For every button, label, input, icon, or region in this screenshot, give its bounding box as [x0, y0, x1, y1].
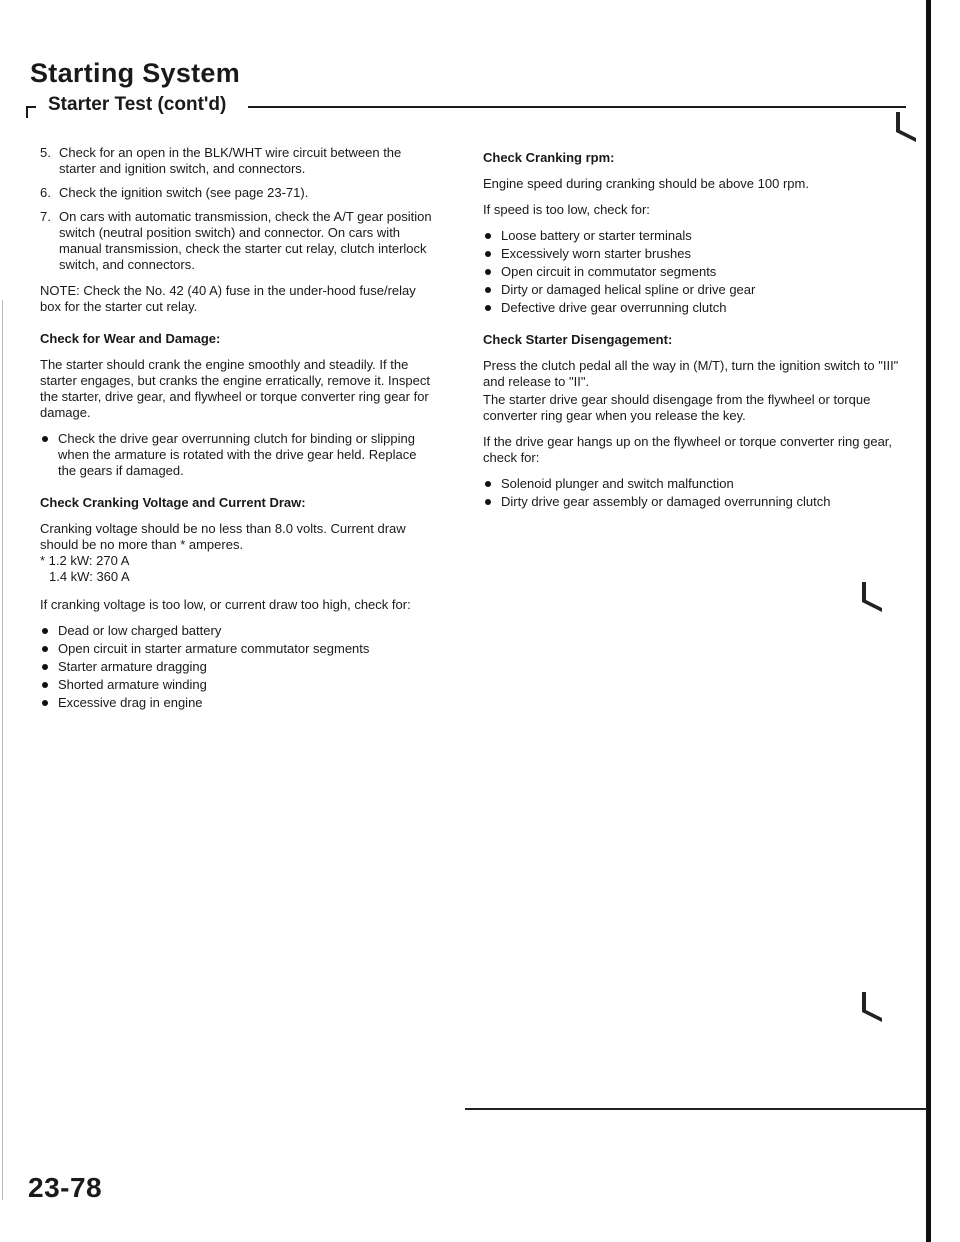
list-item-text: Dead or low charged battery: [58, 623, 222, 638]
spec-line: * 1.2 kW: 270 A: [40, 553, 130, 568]
section-header: [26, 94, 936, 120]
list-item: [483, 282, 905, 298]
section-header-hook-vertical: [26, 106, 28, 118]
bullet-icon: [485, 305, 491, 311]
list-item: [40, 623, 432, 639]
list-item: [483, 246, 905, 262]
page-frame-right-rule: [926, 0, 931, 1242]
list-item: [40, 641, 432, 657]
list-item: [483, 264, 905, 280]
bullet-icon: [485, 287, 491, 293]
list-item: [483, 228, 905, 244]
list-item-text: Excessively worn starter brushes: [501, 246, 692, 261]
list-item-text: Shorted armature winding: [58, 677, 207, 692]
list-item-text: Defective drive gear overrunning clutch: [501, 300, 727, 315]
list-item: [40, 659, 432, 675]
low-voltage-paragraph: If cranking voltage is too low, or current draw too high, check for:: [40, 597, 411, 612]
bullet-icon: [485, 251, 491, 257]
bullet-icon: [42, 700, 48, 706]
step-number: 7.: [40, 209, 51, 224]
page-edge-line: [2, 300, 3, 1200]
list-item-text: Dirty or damaged helical spline or drive gear: [501, 282, 756, 297]
list-item-text: Dirty drive gear assembly or damaged overrunning clutch: [501, 494, 831, 509]
bullet-icon: [485, 481, 491, 487]
page-number: 23-78: [28, 1172, 103, 1203]
step-number: 6.: [40, 185, 51, 200]
list-item: [483, 494, 905, 510]
list-item: [40, 431, 432, 479]
section-title-rule: [248, 106, 906, 108]
bullet-icon: [485, 499, 491, 505]
step-item: [40, 145, 432, 177]
bullet-icon: [42, 628, 48, 634]
tab-marker-icon: [860, 580, 884, 614]
list-item-text: Solenoid plunger and switch malfunction: [501, 476, 734, 491]
right-column: [483, 150, 905, 522]
disengagement-heading: Check Starter Disengagement:: [483, 332, 673, 347]
page-title: Starting System: [30, 58, 241, 88]
bullet-icon: [42, 682, 48, 688]
voltage-spec: [40, 521, 432, 585]
list-item-text: Loose battery or starter terminals: [501, 228, 692, 243]
list-item: [483, 300, 905, 316]
list-item: [483, 476, 905, 492]
bullet-icon: [485, 233, 491, 239]
section-title: Starter Test (cont'd): [48, 94, 227, 115]
disengagement-paragraph: Press the clutch pedal all the way in (M/T), turn the ignition switch to "III" and release to "II".: [483, 358, 899, 389]
step-item: [40, 209, 432, 273]
bullet-icon: [42, 664, 48, 670]
list-item-text: Open circuit in starter armature commutator segments: [58, 641, 370, 656]
step-number: 5.: [40, 145, 51, 160]
section-header-hook: [26, 106, 36, 108]
tab-marker-icon: [860, 990, 884, 1024]
step-text: Check the ignition switch (see page 23-71).: [59, 185, 309, 200]
fuse-note: NOTE: Check the No. 42 (40 A) fuse in the under-hood fuse/relay box for the starter cut relay.: [40, 283, 416, 314]
list-item: [40, 695, 432, 711]
wear-bullet-list: [40, 431, 432, 479]
rpm-paragraph: Engine speed during cranking should be above 100 rpm.: [483, 176, 809, 191]
bullet-icon: [42, 436, 48, 442]
list-item-text: Starter armature dragging: [58, 659, 207, 674]
list-item-text: Check the drive gear overrunning clutch for binding or slipping when the armature is rotated with the drive gear held. Replace the gears if damaged.: [58, 431, 417, 478]
bullet-icon: [42, 646, 48, 652]
rpm-heading: Check Cranking rpm:: [483, 150, 615, 165]
step-text: Check for an open in the BLK/WHT wire circuit between the starter and ignition switch, and connectors.: [59, 145, 402, 176]
step-text: On cars with automatic transmission, check the A/T gear position switch (neutral position switch) and connector. On cars with manual transmission, check the starter cut relay, clutch interlock switch, and connectors.: [59, 209, 432, 272]
list-item-text: Open circuit in commutator segments: [501, 264, 717, 279]
left-column: [40, 145, 432, 723]
wear-heading: Check for Wear and Damage:: [40, 331, 221, 346]
disengagement-paragraph: The starter drive gear should disengage from the flywheel or torque converter ring gear when you release the key.: [483, 392, 871, 423]
page-frame-bottom-rule: [465, 1108, 927, 1110]
voltage-heading: Check Cranking Voltage and Current Draw:: [40, 495, 306, 510]
step-item: [40, 185, 432, 201]
spec-line: 1.4 kW: 360 A: [49, 569, 130, 584]
low-voltage-bullet-list: [40, 623, 432, 711]
list-item: [40, 677, 432, 693]
voltage-paragraph: Cranking voltage should be no less than 8.0 volts. Current draw should be no more than * amperes.: [40, 521, 406, 552]
list-item-text: Excessive drag in engine: [58, 695, 203, 710]
disengagement-paragraph: If the drive gear hangs up on the flywheel or torque converter ring gear, check for:: [483, 434, 893, 465]
rpm-low-paragraph: If speed is too low, check for:: [483, 202, 650, 217]
disengagement-bullet-list: [483, 476, 905, 510]
rpm-bullet-list: [483, 228, 905, 316]
wear-paragraph: The starter should crank the engine smoothly and steadily. If the starter engages, but cranks the engine erratically, remove it. Inspect the starter, drive gear, and flywheel or torque converter ring gear for damage.: [40, 357, 430, 420]
bullet-icon: [485, 269, 491, 275]
